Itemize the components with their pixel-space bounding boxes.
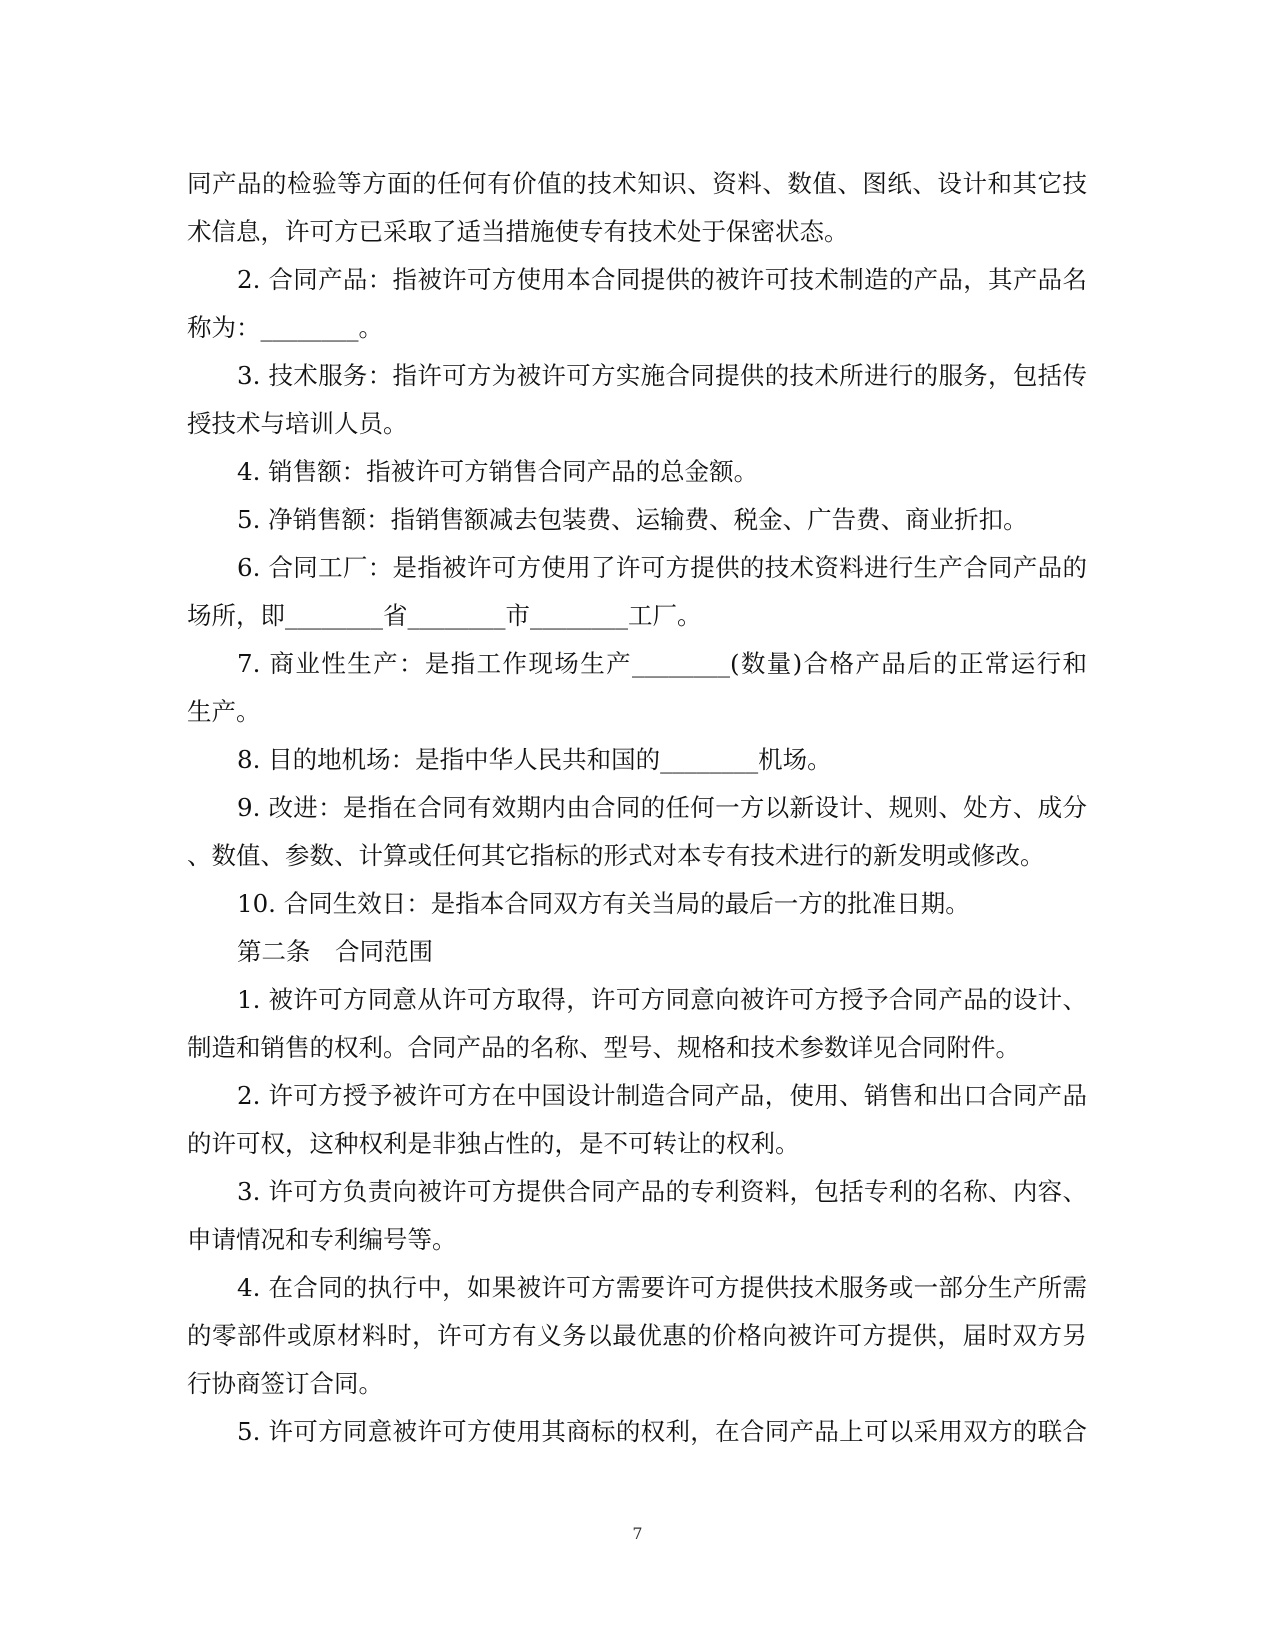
text-line: 生产。: [187, 697, 261, 726]
text-line: 6. 合同工厂：是指被许可方使用了许可方提供的技术资料进行生产合同产品的: [237, 553, 1087, 582]
text-line: 5. 许可方同意被许可方使用其商标的权利，在合同产品上可以采用双方的联合: [237, 1417, 1087, 1446]
text-line: 第二条 合同范围: [237, 937, 433, 966]
text-line: 术信息，许可方已采取了适当措施使专有技术处于保密状态。: [187, 217, 849, 246]
text-line: 、数值、参数、计算或任何其它指标的形式对本专有技术进行的新发明或修改。: [187, 841, 1045, 870]
text-line: 5. 净销售额：指销售额减去包装费、运输费、税金、广告费、商业折扣。: [237, 505, 1028, 534]
text-line: 1. 被许可方同意从许可方取得，许可方同意向被许可方授予合同产品的设计、: [237, 985, 1087, 1014]
document-body: [187, 160, 1087, 1456]
text-line: 同产品的检验等方面的任何有价值的技术知识、资料、数值、图纸、设计和其它技: [187, 169, 1087, 198]
text-line: 3. 技术服务：指许可方为被许可方实施合同提供的技术所进行的服务，包括传: [237, 361, 1087, 390]
text-line: 9. 改进：是指在合同有效期内由合同的任何一方以新设计、规则、处方、成分: [237, 793, 1087, 822]
text-line: 授技术与培训人员。: [187, 409, 408, 438]
text-line: 4. 销售额：指被许可方销售合同产品的总金额。: [237, 457, 759, 486]
text-line: 8. 目的地机场：是指中华人民共和国的________机场。: [237, 745, 832, 774]
text-line: 场所，即________省________市________工厂。: [187, 601, 702, 630]
text-line: 10. 合同生效日：是指本合同双方有关当局的最后一方的批准日期。: [237, 889, 970, 918]
text-line: 行协商签订合同。: [187, 1369, 383, 1398]
text-line: 4. 在合同的执行中，如果被许可方需要许可方提供技术服务或一部分生产所需: [237, 1273, 1087, 1302]
text-line: 的许可权，这种权利是非独占性的，是不可转让的权利。: [187, 1129, 800, 1158]
text-line: 的零部件或原材料时，许可方有义务以最优惠的价格向被许可方提供，届时双方另: [187, 1321, 1087, 1350]
text-line: 3. 许可方负责向被许可方提供合同产品的专利资料，包括专利的名称、内容、: [237, 1177, 1087, 1206]
text-line: 2. 许可方授予被许可方在中国设计制造合同产品，使用、销售和出口合同产品: [237, 1081, 1087, 1110]
text-line: 制造和销售的权利。合同产品的名称、型号、规格和技术参数详见合同附件。: [187, 1033, 1020, 1062]
text-line: 7. 商业性生产：是指工作现场生产________(数量)合格产品后的正常运行和: [237, 649, 1087, 678]
text-line: 申请情况和专利编号等。: [187, 1225, 457, 1254]
text-line: 2. 合同产品：指被许可方使用本合同提供的被许可技术制造的产品，其产品名: [237, 265, 1087, 294]
page-number: 7: [632, 1524, 643, 1543]
text-line: 称为：________。: [187, 313, 383, 342]
